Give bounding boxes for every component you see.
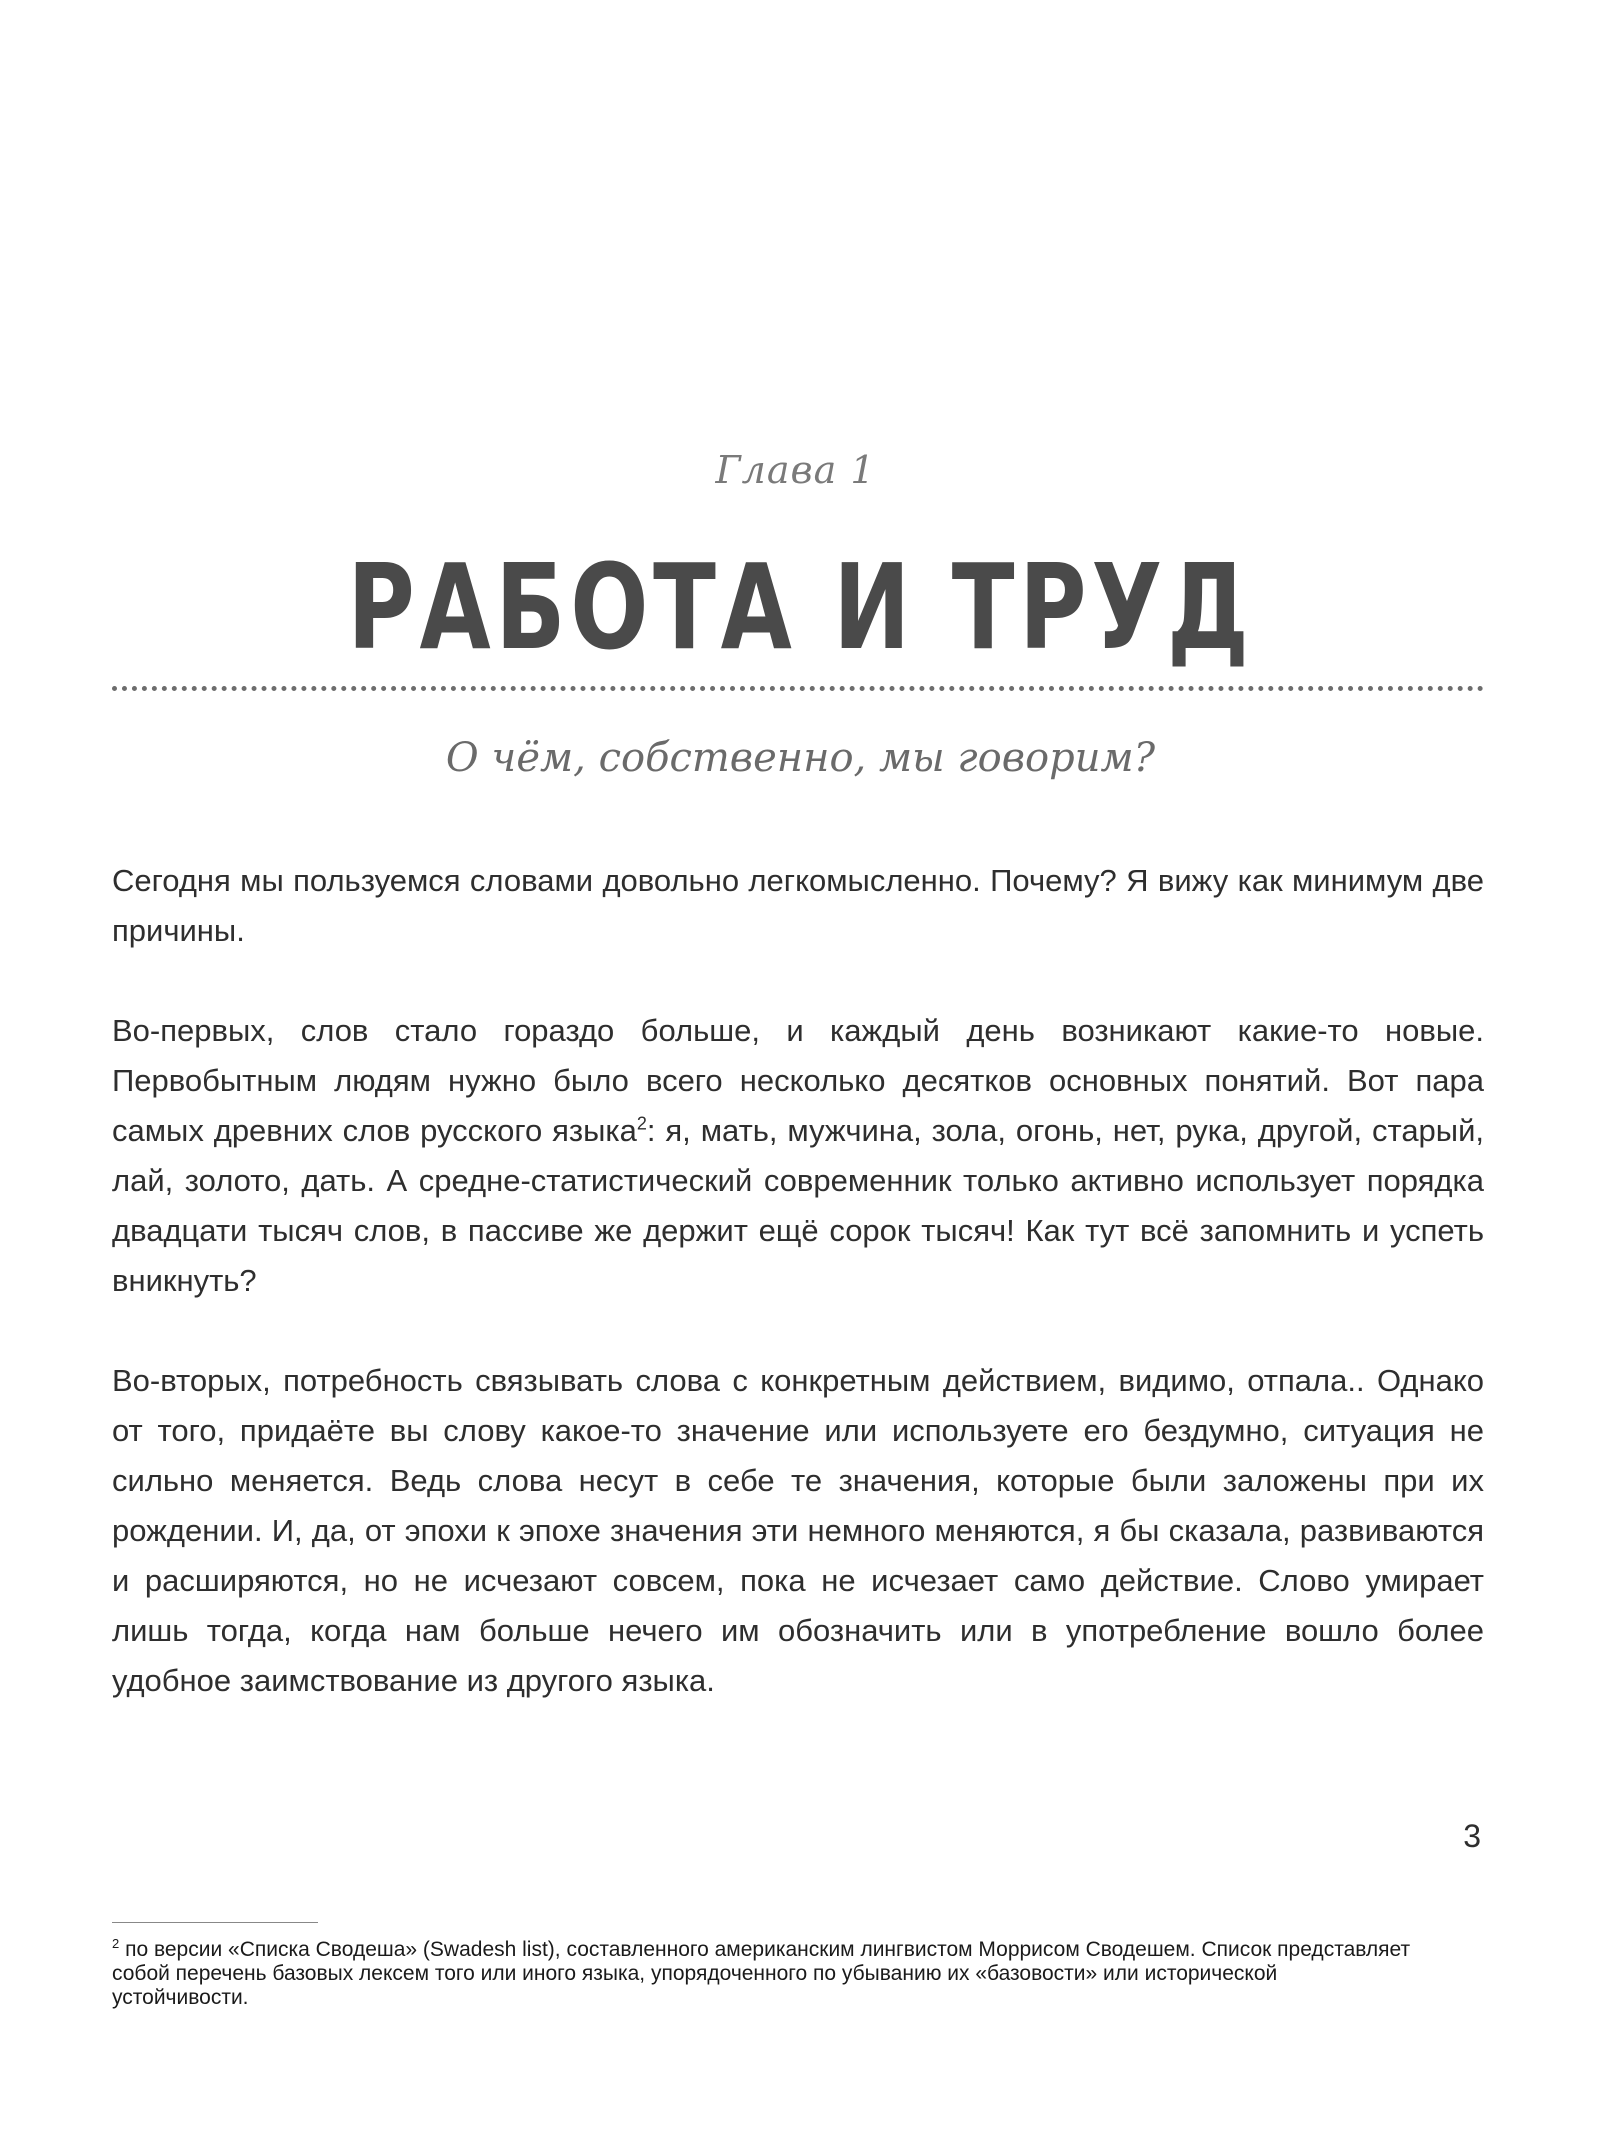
dotted-divider: [112, 686, 1484, 691]
paragraph-1: Сегодня мы пользуемся словами довольно легкомысленно. Почему? Я вижу как минимум две причины.: [112, 863, 1484, 948]
footnote-reference: 2: [636, 1113, 647, 1134]
page-number: 3: [1463, 1818, 1481, 1854]
paragraph-2-start: Во-первых, слов стало гораздо больше, и каждый день возникают какие-то новые. Первобытным людям нужно было всего несколько десятков основных понятий. Вот пара самых древних слов русского языка: [112, 1013, 1484, 1148]
paragraph-2-end: : я, мать, мужчина, зола, огонь, нет, рука, другой, старый, лай, золото, дать. А средне-статистический современник только активно использует порядка двадцати тысяч слов, в пассиве же держит ещё сорок тысяч! Как тут всё запомнить и успеть вникнуть?: [112, 1113, 1485, 1298]
body-text: [112, 856, 1484, 1756]
footnote-divider: [112, 1922, 318, 1923]
paragraph-3: Во-вторых, потребность связывать слова с конкретным действием, видимо, отпала.. Однако от того, придаёте вы слову какое-то значение или используете его бездумно, ситуация не сильно меняется. Ведь слова несут в себе те значения, которые были заложены при их рождении. И, да, от эпохи к эпохе значения эти немного меняются, я бы сказала, развиваются и расширяются, но не исчезают совсем, пока не исчезает само действие. Слово умирает лишь тогда, когда нам больше нечего им обозначить или в употребление вошло более удобное заимствование из другого языка.: [112, 1363, 1484, 1698]
chapter-subtitle: О чём, собственно, мы говорим?: [445, 735, 1156, 781]
footnote: [112, 1938, 1412, 2010]
paragraph-2: [112, 1006, 1484, 1306]
footnote-text: по версии «Списка Сводеша» (Swadesh list), составленного американским лингвистом Моррисом Сводешем. Список представляет собой перечень базовых лексем того или иного языка, упорядоченного по убыванию их «базовости» или исторической устойчивости.: [112, 1938, 1411, 2009]
chapter-label: Глава 1: [715, 448, 876, 492]
footnote-marker: 2: [112, 1936, 120, 1951]
chapter-title: РАБОТА И ТРУД: [347, 538, 1254, 676]
